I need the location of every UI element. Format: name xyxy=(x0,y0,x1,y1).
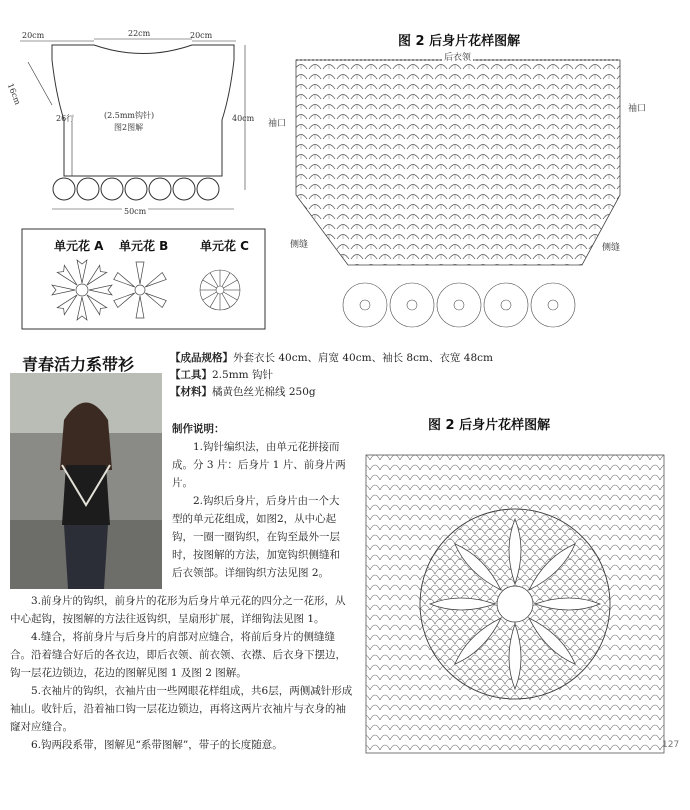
figure-bottom-right-title: 图 2 后身片花样图解 xyxy=(428,418,551,433)
method-wide-column xyxy=(10,592,356,754)
center-note-line2: 图2图解 xyxy=(114,123,144,132)
large-flower-chart xyxy=(366,455,664,753)
unit-flower-b-diagram xyxy=(114,262,166,318)
spec-material xyxy=(170,384,500,401)
label-sleeve-right: 袖口 xyxy=(628,104,647,114)
method-title: 制作说明： xyxy=(172,423,225,435)
method-para-6: 6.钩两段系带，图解见“系带图解”，带子的长度随意。 xyxy=(31,739,283,751)
label-side-right: 侧缝 xyxy=(602,243,621,253)
figure-top-right-title: 图 2 后身片花样图解 xyxy=(398,34,521,49)
unit-flower-c-diagram xyxy=(200,270,240,310)
unit-flower-a-label: 单元花 A xyxy=(54,239,104,253)
method-para-4: 4.缝合，将前身片与后身片的肩部对应缝合，将前后身片的侧缝缝合。沿着缝合好后的各衣边，即后衣领、前衣领、衣襟、后衣身下摆边，钩一层花边锁边，花边的图解见图 1 及图 2 图解。 xyxy=(10,631,346,679)
back-panel-chart xyxy=(296,60,620,327)
spec-material-key: 【材料】 xyxy=(170,386,212,398)
dim-left-shoulder: 20cm xyxy=(22,31,45,40)
label-back-neck: 后衣领 xyxy=(442,50,473,63)
dim-rows: 26行 xyxy=(56,114,75,123)
spec-size xyxy=(170,350,500,367)
spec-tool-value: 2.5mm 钩针 xyxy=(212,369,273,381)
spec-tool-key: 【工具】 xyxy=(170,369,212,381)
page-number: 127 xyxy=(662,740,680,750)
article-title: 青春活力系带衫 xyxy=(22,355,135,374)
dim-armhole: 16cm xyxy=(5,82,23,107)
unit-flower-b-label: 单元花 B xyxy=(119,239,169,253)
spec-block xyxy=(170,350,500,401)
method-column xyxy=(172,420,348,582)
method-para-5: 5.衣袖片的钩织，衣袖片由一些网眼花样组成，共6层，两侧减针形成袖山。收针后，沿着袖口钩一层花边锁边，再将这两片衣袖片与衣身的袖窿对应缝合。 xyxy=(10,685,353,733)
dim-bottom: 50cm xyxy=(124,207,147,216)
unit-flower-c-label: 单元花 C xyxy=(200,239,249,253)
label-sleeve-left: 袖口 xyxy=(268,119,287,129)
unit-flower-a-diagram xyxy=(52,260,112,320)
method-para-3: 3.前身片的钩织，前身片的花形为后身片单元花的四分之一花形，从中心起钩，按图解的方法往返钩织，呈扇形扩展，详细钩法见图 1。 xyxy=(10,595,346,625)
spec-size-value: 外套衣长 40cm、肩宽 40cm、袖长 8cm、衣宽 48cm xyxy=(233,352,493,364)
model-photo xyxy=(10,373,162,589)
dim-neck: 22cm xyxy=(128,29,151,38)
dim-length: 40cm xyxy=(232,114,255,123)
method-para-1: 1.钩针编织法，由单元花拼接而成。分 3 片：后身片 1 片、前身片两片。 xyxy=(172,441,346,489)
spec-size-key: 【成品规格】 xyxy=(170,352,233,364)
label-side-left: 侧缝 xyxy=(290,240,309,250)
spec-material-value: 橘黄色丝光棉线 250g xyxy=(212,386,316,398)
center-note-line1: (2.5mm钩针) xyxy=(104,111,155,120)
spec-tool xyxy=(170,367,500,384)
method-para-2: 2.钩织后身片，后身片由一个大型的单元花组成，如图2，从中心起钩，一圈一圈钩织，在钩至最外一层时，按图解的方法，加宽钩织侧缝和后衣领部。详细钩织方法见图 2。 xyxy=(172,495,340,579)
dim-right-shoulder: 20cm xyxy=(190,31,213,40)
